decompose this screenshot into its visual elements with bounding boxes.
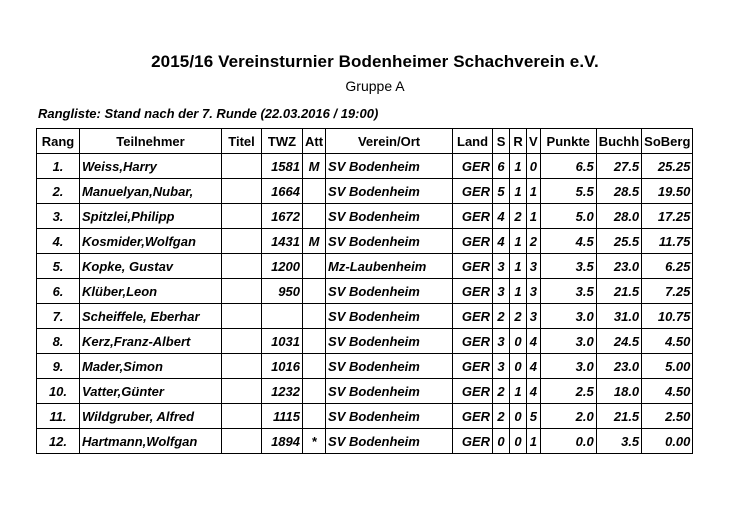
cell-punkte: 4.5 bbox=[540, 229, 596, 254]
cell-s: 2 bbox=[493, 379, 510, 404]
cell-r: 0 bbox=[510, 404, 527, 429]
cell-verein: SV Bodenheim bbox=[326, 379, 453, 404]
cell-twz: 1581 bbox=[262, 154, 303, 179]
col-header-verein: Verein/Ort bbox=[326, 129, 453, 154]
cell-land: GER bbox=[453, 429, 493, 454]
cell-twz: 1016 bbox=[262, 354, 303, 379]
cell-teilnehmer: Weiss,Harry bbox=[80, 154, 222, 179]
cell-rang: 8. bbox=[37, 329, 80, 354]
cell-twz: 1232 bbox=[262, 379, 303, 404]
cell-r: 1 bbox=[510, 229, 527, 254]
cell-rang: 1. bbox=[37, 154, 80, 179]
cell-titel bbox=[222, 279, 262, 304]
cell-r: 2 bbox=[510, 204, 527, 229]
cell-buchh: 21.5 bbox=[596, 404, 641, 429]
cell-soberg: 10.75 bbox=[642, 304, 693, 329]
cell-verein: Mz-Laubenheim bbox=[326, 254, 453, 279]
cell-punkte: 0.0 bbox=[540, 429, 596, 454]
cell-verein: SV Bodenheim bbox=[326, 279, 453, 304]
cell-verein: SV Bodenheim bbox=[326, 204, 453, 229]
cell-titel bbox=[222, 354, 262, 379]
cell-punkte: 6.5 bbox=[540, 154, 596, 179]
cell-soberg: 5.00 bbox=[642, 354, 693, 379]
cell-s: 2 bbox=[493, 304, 510, 329]
cell-land: GER bbox=[453, 279, 493, 304]
table-row bbox=[37, 429, 693, 454]
cell-punkte: 5.5 bbox=[540, 179, 596, 204]
cell-r: 0 bbox=[510, 354, 527, 379]
cell-att bbox=[303, 179, 326, 204]
cell-att: * bbox=[303, 429, 326, 454]
document-title: 2015/16 Vereinsturnier Bodenheimer Schachverein e.V. bbox=[151, 52, 599, 71]
cell-teilnehmer: Hartmann,Wolfgan bbox=[80, 429, 222, 454]
cell-v: 1 bbox=[527, 429, 541, 454]
cell-s: 5 bbox=[493, 179, 510, 204]
cell-rang: 3. bbox=[37, 204, 80, 229]
cell-titel bbox=[222, 304, 262, 329]
cell-r: 0 bbox=[510, 429, 527, 454]
cell-verein: SV Bodenheim bbox=[326, 304, 453, 329]
col-header-twz: TWZ bbox=[262, 129, 303, 154]
cell-punkte: 2.0 bbox=[540, 404, 596, 429]
standings-caption: Rangliste: Stand nach der 7. Runde (22.03.2016 / 19:00) bbox=[38, 106, 379, 121]
cell-v: 5 bbox=[527, 404, 541, 429]
cell-att bbox=[303, 354, 326, 379]
cell-soberg: 7.25 bbox=[642, 279, 693, 304]
cell-teilnehmer: Klüber,Leon bbox=[80, 279, 222, 304]
cell-v: 1 bbox=[527, 179, 541, 204]
cell-s: 4 bbox=[493, 229, 510, 254]
cell-rang: 7. bbox=[37, 304, 80, 329]
cell-buchh: 28.5 bbox=[596, 179, 641, 204]
cell-teilnehmer: Kosmider,Wolfgan bbox=[80, 229, 222, 254]
cell-titel bbox=[222, 329, 262, 354]
cell-titel bbox=[222, 179, 262, 204]
cell-v: 2 bbox=[527, 229, 541, 254]
cell-punkte: 3.5 bbox=[540, 254, 596, 279]
cell-teilnehmer: Vatter,Günter bbox=[80, 379, 222, 404]
cell-titel bbox=[222, 404, 262, 429]
cell-r: 1 bbox=[510, 379, 527, 404]
table-row bbox=[37, 254, 693, 279]
cell-buchh: 21.5 bbox=[596, 279, 641, 304]
cell-soberg: 25.25 bbox=[642, 154, 693, 179]
col-header-soberg: SoBerg bbox=[642, 129, 693, 154]
cell-land: GER bbox=[453, 304, 493, 329]
cell-verein: SV Bodenheim bbox=[326, 329, 453, 354]
cell-land: GER bbox=[453, 329, 493, 354]
table-row bbox=[37, 304, 693, 329]
table-row bbox=[37, 404, 693, 429]
cell-twz: 1115 bbox=[262, 404, 303, 429]
cell-v: 4 bbox=[527, 379, 541, 404]
cell-verein: SV Bodenheim bbox=[326, 429, 453, 454]
col-header-buchh: Buchh bbox=[596, 129, 641, 154]
cell-s: 2 bbox=[493, 404, 510, 429]
cell-verein: SV Bodenheim bbox=[326, 229, 453, 254]
col-header-teilnehmer: Teilnehmer bbox=[80, 129, 222, 154]
cell-att bbox=[303, 379, 326, 404]
group-subtitle: Gruppe A bbox=[345, 78, 405, 94]
cell-land: GER bbox=[453, 404, 493, 429]
cell-twz: 1672 bbox=[262, 204, 303, 229]
cell-soberg: 4.50 bbox=[642, 379, 693, 404]
cell-buchh: 24.5 bbox=[596, 329, 641, 354]
cell-buchh: 27.5 bbox=[596, 154, 641, 179]
cell-punkte: 5.0 bbox=[540, 204, 596, 229]
cell-att bbox=[303, 279, 326, 304]
cell-land: GER bbox=[453, 154, 493, 179]
cell-verein: SV Bodenheim bbox=[326, 179, 453, 204]
cell-rang: 12. bbox=[37, 429, 80, 454]
cell-v: 3 bbox=[527, 254, 541, 279]
cell-rang: 6. bbox=[37, 279, 80, 304]
cell-teilnehmer: Kerz,Franz-Albert bbox=[80, 329, 222, 354]
cell-land: GER bbox=[453, 229, 493, 254]
table-row bbox=[37, 179, 693, 204]
cell-att: M bbox=[303, 154, 326, 179]
cell-punkte: 3.0 bbox=[540, 354, 596, 379]
cell-s: 3 bbox=[493, 279, 510, 304]
cell-att bbox=[303, 404, 326, 429]
cell-v: 3 bbox=[527, 304, 541, 329]
col-header-punkte: Punkte bbox=[540, 129, 596, 154]
cell-verein: SV Bodenheim bbox=[326, 154, 453, 179]
cell-s: 3 bbox=[493, 354, 510, 379]
cell-buchh: 25.5 bbox=[596, 229, 641, 254]
cell-buchh: 3.5 bbox=[596, 429, 641, 454]
cell-buchh: 18.0 bbox=[596, 379, 641, 404]
cell-twz: 1200 bbox=[262, 254, 303, 279]
col-header-att: Att bbox=[303, 129, 326, 154]
cell-titel bbox=[222, 204, 262, 229]
cell-teilnehmer: Spitzlei,Philipp bbox=[80, 204, 222, 229]
cell-v: 1 bbox=[527, 204, 541, 229]
cell-r: 2 bbox=[510, 304, 527, 329]
cell-teilnehmer: Scheiffele, Eberhar bbox=[80, 304, 222, 329]
cell-s: 3 bbox=[493, 254, 510, 279]
cell-soberg: 11.75 bbox=[642, 229, 693, 254]
cell-r: 1 bbox=[510, 179, 527, 204]
cell-land: GER bbox=[453, 379, 493, 404]
cell-s: 3 bbox=[493, 329, 510, 354]
table-row bbox=[37, 229, 693, 254]
cell-soberg: 0.00 bbox=[642, 429, 693, 454]
cell-twz: 1031 bbox=[262, 329, 303, 354]
cell-soberg: 4.50 bbox=[642, 329, 693, 354]
cell-land: GER bbox=[453, 179, 493, 204]
cell-s: 6 bbox=[493, 154, 510, 179]
cell-verein: SV Bodenheim bbox=[326, 354, 453, 379]
cell-punkte: 3.0 bbox=[540, 329, 596, 354]
cell-soberg: 6.25 bbox=[642, 254, 693, 279]
cell-punkte: 2.5 bbox=[540, 379, 596, 404]
cell-buchh: 23.0 bbox=[596, 354, 641, 379]
cell-teilnehmer: Manuelyan,Nubar, bbox=[80, 179, 222, 204]
cell-rang: 9. bbox=[37, 354, 80, 379]
cell-twz: 1431 bbox=[262, 229, 303, 254]
cell-titel bbox=[222, 379, 262, 404]
col-header-r: R bbox=[510, 129, 527, 154]
cell-s: 4 bbox=[493, 204, 510, 229]
cell-buchh: 31.0 bbox=[596, 304, 641, 329]
cell-v: 3 bbox=[527, 279, 541, 304]
cell-teilnehmer: Mader,Simon bbox=[80, 354, 222, 379]
cell-rang: 4. bbox=[37, 229, 80, 254]
col-header-titel: Titel bbox=[222, 129, 262, 154]
cell-twz: 950 bbox=[262, 279, 303, 304]
col-header-v: V bbox=[527, 129, 541, 154]
cell-verein: SV Bodenheim bbox=[326, 404, 453, 429]
cell-titel bbox=[222, 429, 262, 454]
cell-r: 1 bbox=[510, 279, 527, 304]
cell-buchh: 28.0 bbox=[596, 204, 641, 229]
cell-r: 0 bbox=[510, 329, 527, 354]
cell-twz: 1664 bbox=[262, 179, 303, 204]
cell-att bbox=[303, 254, 326, 279]
cell-soberg: 19.50 bbox=[642, 179, 693, 204]
cell-rang: 5. bbox=[37, 254, 80, 279]
cell-soberg: 2.50 bbox=[642, 404, 693, 429]
cell-r: 1 bbox=[510, 254, 527, 279]
cell-v: 4 bbox=[527, 329, 541, 354]
cell-buchh: 23.0 bbox=[596, 254, 641, 279]
table-row bbox=[37, 329, 693, 354]
col-header-land: Land bbox=[453, 129, 493, 154]
cell-rang: 10. bbox=[37, 379, 80, 404]
cell-land: GER bbox=[453, 204, 493, 229]
cell-teilnehmer: Wildgruber, Alfred bbox=[80, 404, 222, 429]
table-row bbox=[37, 279, 693, 304]
cell-punkte: 3.0 bbox=[540, 304, 596, 329]
cell-att bbox=[303, 329, 326, 354]
cell-v: 0 bbox=[527, 154, 541, 179]
cell-titel bbox=[222, 254, 262, 279]
cell-titel bbox=[222, 154, 262, 179]
cell-rang: 11. bbox=[37, 404, 80, 429]
cell-att bbox=[303, 204, 326, 229]
cell-punkte: 3.5 bbox=[540, 279, 596, 304]
cell-teilnehmer: Kopke, Gustav bbox=[80, 254, 222, 279]
cell-s: 0 bbox=[493, 429, 510, 454]
cell-soberg: 17.25 bbox=[642, 204, 693, 229]
table-row bbox=[37, 379, 693, 404]
table-row bbox=[37, 154, 693, 179]
col-header-rang: Rang bbox=[37, 129, 80, 154]
table-row bbox=[37, 204, 693, 229]
cell-twz bbox=[262, 304, 303, 329]
cell-twz: 1894 bbox=[262, 429, 303, 454]
cell-att: M bbox=[303, 229, 326, 254]
cell-rang: 2. bbox=[37, 179, 80, 204]
table-row bbox=[37, 354, 693, 379]
cell-land: GER bbox=[453, 354, 493, 379]
cell-v: 4 bbox=[527, 354, 541, 379]
ranking-table bbox=[36, 128, 693, 454]
table-header-row bbox=[37, 129, 693, 154]
cell-titel bbox=[222, 229, 262, 254]
cell-r: 1 bbox=[510, 154, 527, 179]
cell-land: GER bbox=[453, 254, 493, 279]
cell-att bbox=[303, 304, 326, 329]
col-header-s: S bbox=[493, 129, 510, 154]
